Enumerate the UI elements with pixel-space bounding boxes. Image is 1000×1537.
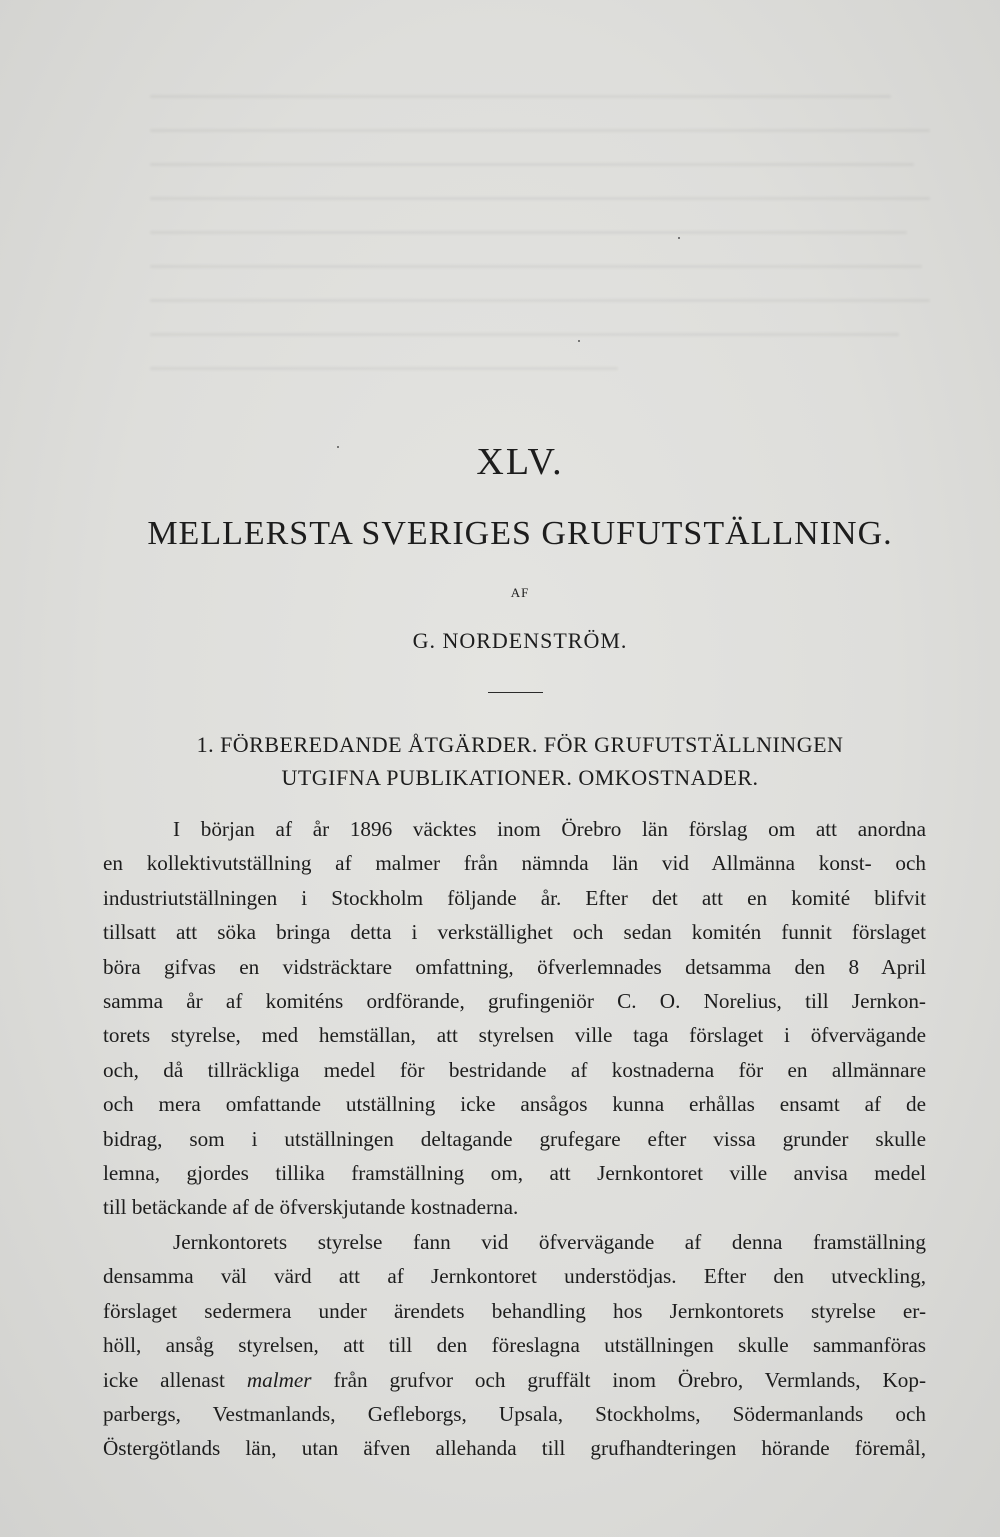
author-name: G. NORDENSTRÖM. [412, 628, 628, 653]
paragraph-line: samma år af komiténs ordförande, grufingeniör C. O. Norelius, till Jernkon- [103, 989, 926, 1014]
byline-prefix: AF [510, 585, 530, 600]
paragraph-line [103, 1363, 926, 1397]
paragraph-line: och, då tillräckliga medel för bestridande af kostnaderna för en allmännare [103, 1057, 926, 1082]
chapter-title: MELLERSTA SVERIGES GRUFUTSTÄLLNING. [147, 515, 893, 552]
paragraph-line: och mera omfattande utställning icke ansågos kunna erhållas ensamt af de [103, 1092, 926, 1117]
speck [678, 237, 680, 239]
paragraph-line: till betäckande af de öfverskjutande kostnaderna. [103, 1195, 519, 1220]
speck [578, 340, 580, 342]
paragraph-line: industriutställningen i Stockholm följande år. Efter det att en komité blifvit [103, 885, 926, 910]
paragraph-line: parbergs, Vestmanlands, Gefleborgs, Upsala, Stockholms, Södermanlands och [103, 1401, 926, 1426]
divider-rule [488, 692, 543, 693]
paragraph-line: höll, ansåg styrelsen, att till den föreslagna utställningen skulle sammanföras [103, 1333, 926, 1358]
section-heading [100, 728, 940, 794]
body-text [103, 812, 926, 1466]
paragraph-line: Östergötlands län, utan äfven allehanda till grufhandteringen hörande föremål, [103, 1436, 926, 1461]
paragraph-line: böra gifvas en vidsträcktare omfattning, öfverlemnades detsamma den 8 April [103, 954, 926, 979]
paragraph-line: I början af år 1896 väcktes inom Örebro län förslag om att anordna [173, 817, 926, 841]
paragraph-line: Jernkontorets styrelse fann vid öfvervägande af denna framställning [173, 1229, 926, 1254]
paragraph-line: lemna, gjordes tillika framställning om, att Jernkontoret ville anvisa medel [103, 1161, 926, 1186]
section-heading-line: 1. FÖRBEREDANDE ÅTGÄRDER. FÖR GRUFUTSTÄLLNINGEN [196, 732, 844, 757]
paragraph-line: en kollektivutställning af malmer från nämnda län vid Allmänna konst- och [103, 851, 926, 876]
paragraph-line: förslaget sedermera under ärendets behandling hos Jernkontorets styrelse er- [103, 1298, 926, 1323]
section-heading-line: UTGIFNA PUBLIKATIONER. OMKOSTNADER. [281, 765, 759, 790]
italic-word: malmer [246, 1367, 312, 1392]
paragraph-line: tillsatt att söka bringa detta i verkställighet och sedan komitén funnit förslaget [103, 920, 926, 945]
chapter-number: XLV. [476, 441, 564, 483]
text-run: icke allenast [103, 1367, 225, 1392]
bleed-through-text [150, 95, 930, 395]
text-run: från grufvor och gruffält inom Örebro, Vermlands, Kop- [333, 1367, 927, 1392]
paragraph-line: torets styrelse, med hemställan, att styrelsen ville taga förslaget i öfvervägande [103, 1023, 926, 1048]
paragraph-line: densamma väl värd att af Jernkontoret understödjas. Efter den utveckling, [103, 1264, 926, 1289]
paragraph-line: bidrag, som i utställningen deltagande grufegare efter vissa grunder skulle [103, 1126, 926, 1151]
